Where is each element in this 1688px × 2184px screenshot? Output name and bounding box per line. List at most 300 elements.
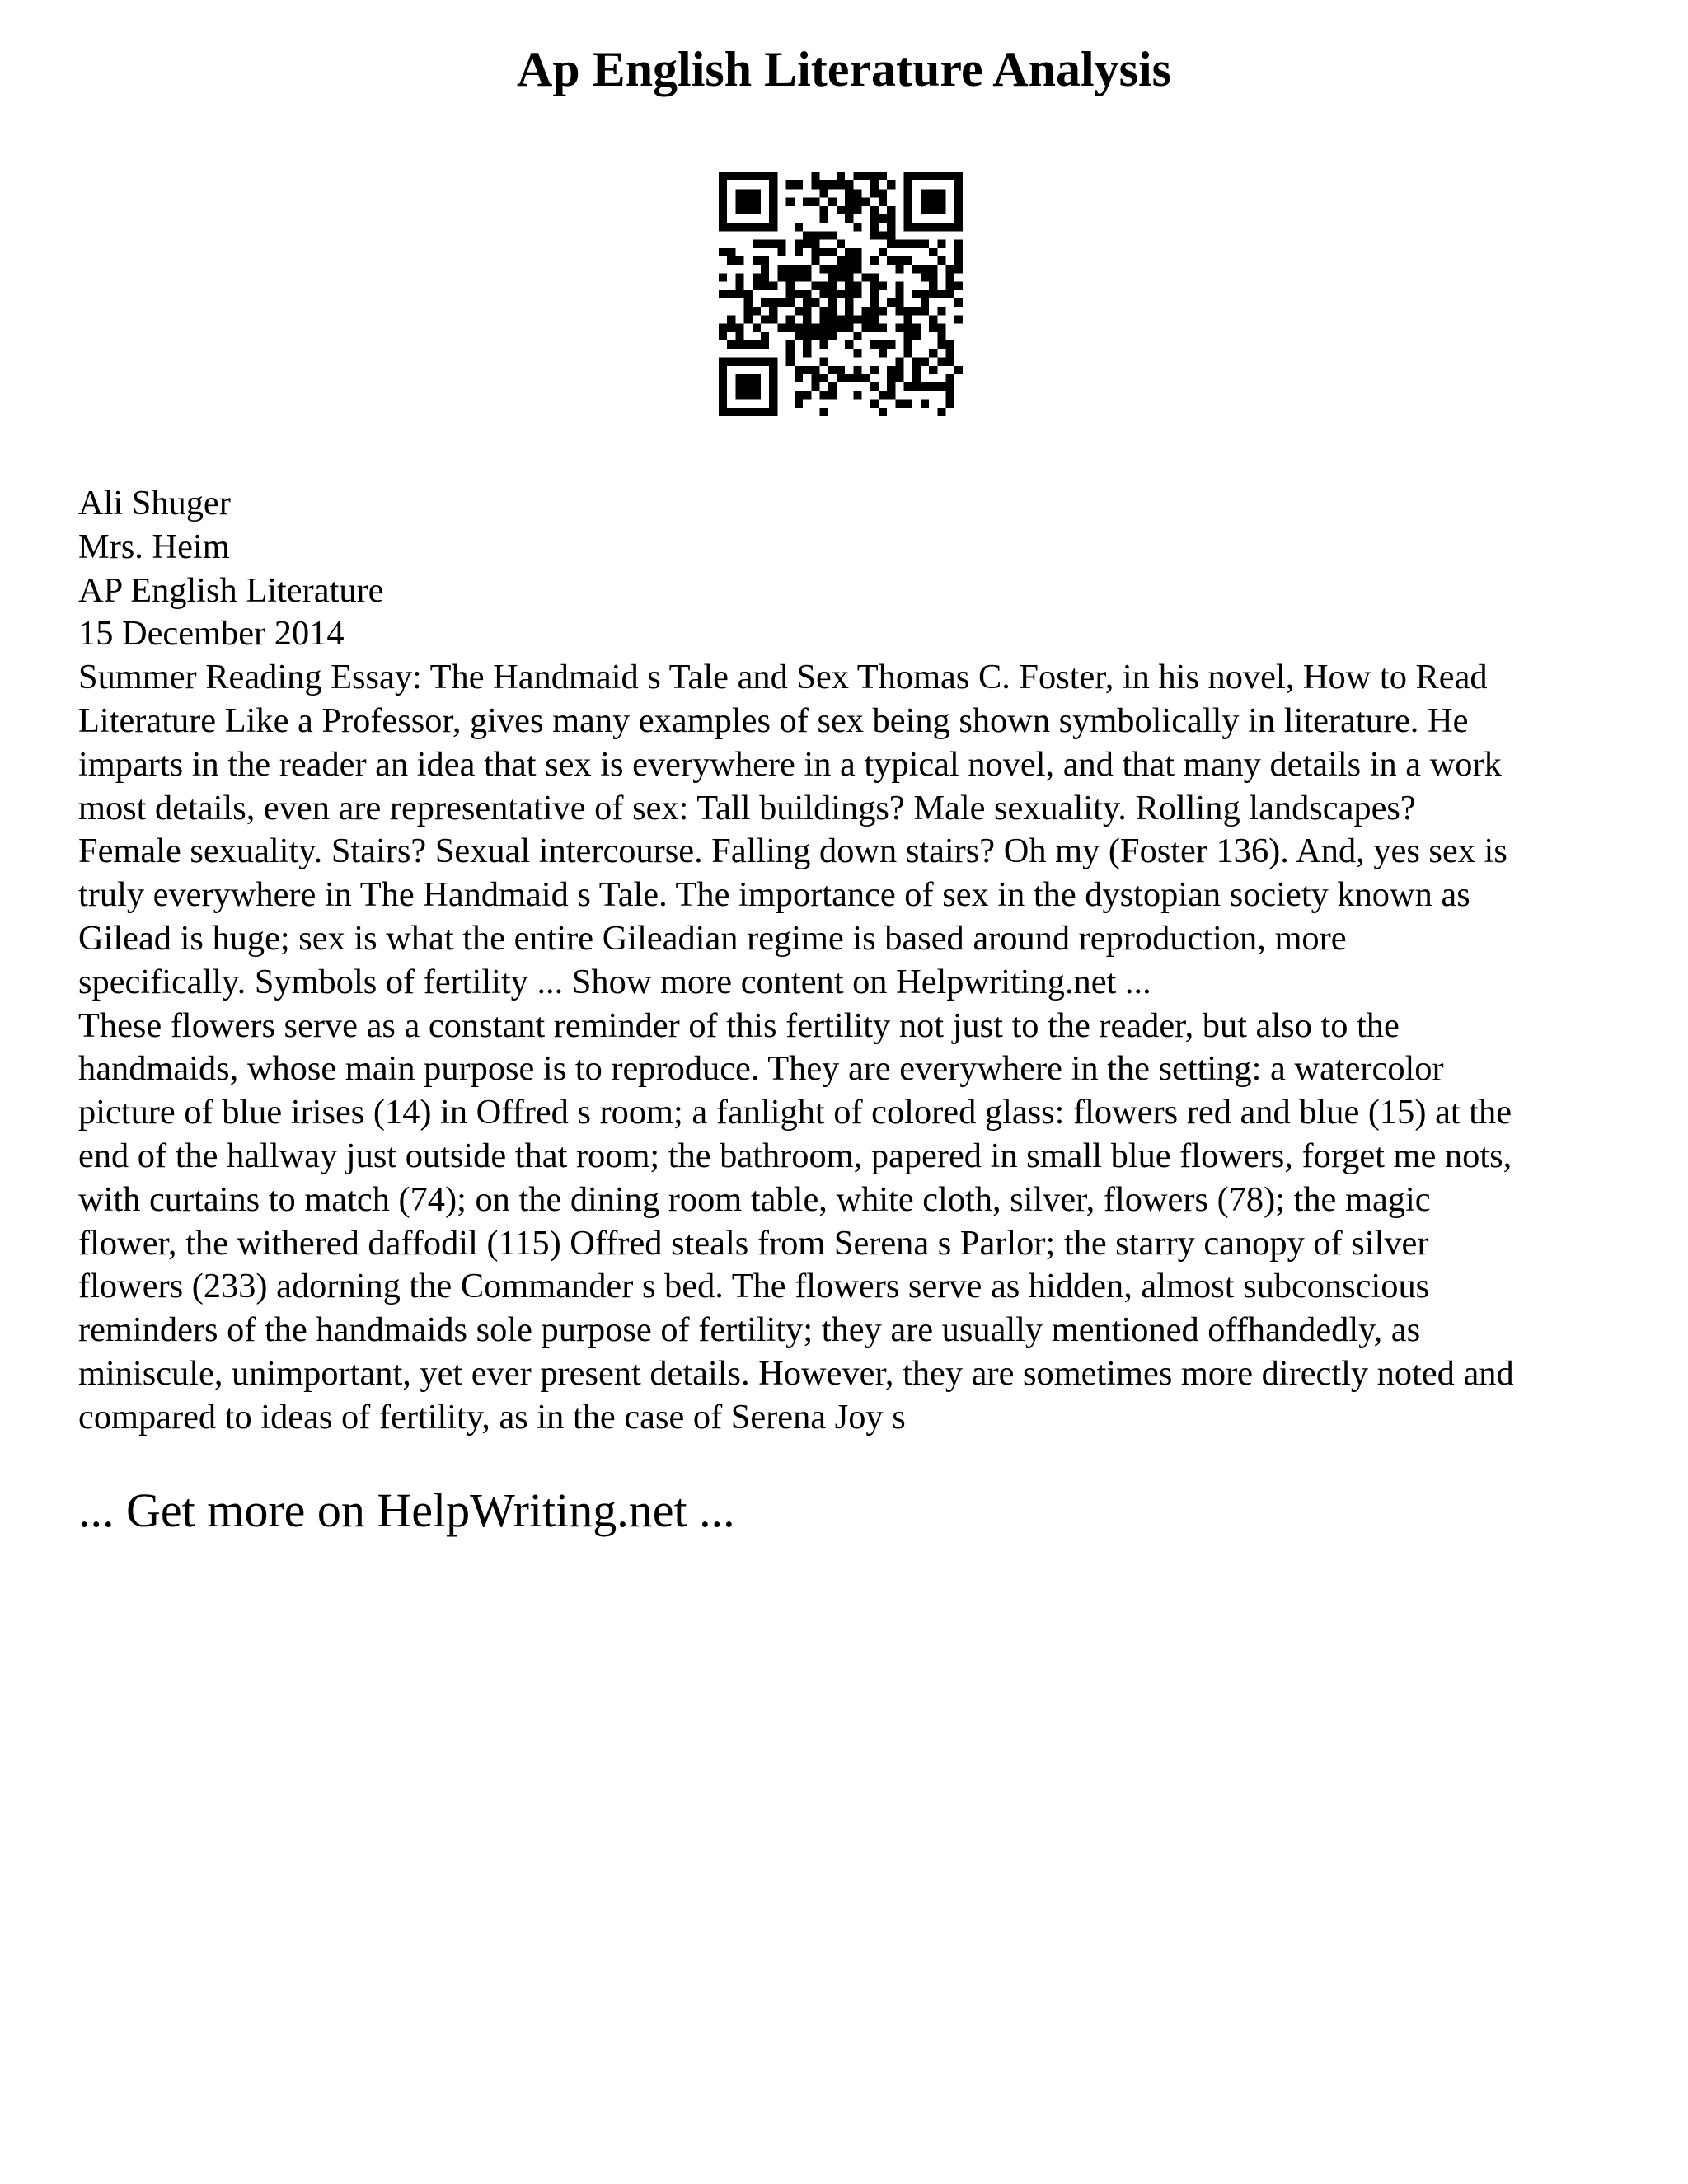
qr-module: [753, 340, 761, 349]
qr-module: [744, 408, 753, 416]
qr-module: [870, 223, 879, 231]
qr-module: [912, 358, 921, 366]
qr-module: [811, 248, 819, 256]
qr-module: [870, 298, 879, 307]
qr-module: [719, 198, 727, 206]
qr-module: [786, 198, 795, 206]
qr-module: [819, 214, 828, 223]
qr-module: [795, 366, 803, 374]
qr-module: [769, 366, 777, 374]
qr-module: [853, 290, 861, 298]
qr-module: [735, 290, 743, 298]
qr-module: [719, 324, 727, 332]
qr-module: [853, 366, 861, 374]
qr-module: [946, 358, 954, 366]
qr-module: [753, 408, 761, 416]
qr-module: [803, 366, 811, 374]
qr-module: [753, 358, 761, 366]
qr-module: [912, 265, 921, 273]
qr-module: [727, 290, 735, 298]
qr-module: [828, 265, 837, 273]
qr-module: [887, 391, 895, 399]
qr-module: [937, 290, 945, 298]
qr-module: [735, 282, 743, 290]
qr-module: [719, 206, 727, 214]
qr-module: [921, 290, 929, 298]
qr-module: [946, 374, 954, 382]
qr-module: [879, 198, 887, 206]
qr-module: [828, 231, 837, 239]
qr-module: [879, 349, 887, 357]
qr-module: [853, 189, 861, 197]
get-more-link[interactable]: ... Get more on HelpWriting.net ...: [78, 1483, 735, 1537]
teacher-name: Mrs. Heim: [78, 527, 230, 566]
qr-module: [954, 214, 963, 223]
qr-module: [929, 172, 937, 180]
qr-module: [753, 282, 761, 290]
qr-module: [879, 248, 887, 256]
qr-module: [727, 324, 735, 332]
qr-module: [786, 340, 795, 349]
qr-module: [803, 273, 811, 281]
qr-module: [904, 382, 912, 391]
qr-module: [845, 214, 853, 223]
qr-module: [803, 316, 811, 324]
qr-module: [845, 248, 853, 256]
qr-module: [845, 374, 853, 382]
qr-module: [819, 316, 828, 324]
qr-module: [853, 223, 861, 231]
qr-module: [887, 382, 895, 391]
qr-module: [786, 273, 795, 281]
qr-module: [744, 198, 753, 206]
qr-module: [879, 408, 887, 416]
qr-module: [837, 256, 845, 265]
qr-module: [735, 172, 743, 180]
qr-module: [769, 223, 777, 231]
qr-module: [921, 358, 929, 366]
qr-module: [828, 316, 837, 324]
qr-module: [845, 316, 853, 324]
qr-module: [795, 240, 803, 248]
qr-module: [811, 172, 819, 180]
qr-module: [946, 349, 954, 357]
qr-module: [912, 374, 921, 382]
qr-module: [895, 265, 903, 273]
qr-module: [786, 349, 795, 357]
qr-module: [803, 324, 811, 332]
qr-module: [853, 349, 861, 357]
paragraph-2-line: with curtains to match (74); on the dining room table, white cloth, silver, flowers (78); the magic: [78, 1179, 1431, 1219]
qr-module: [879, 391, 887, 399]
qr-module: [912, 223, 921, 231]
qr-module: [937, 382, 945, 391]
qr-module: [837, 172, 845, 180]
qr-module: [879, 307, 887, 315]
qr-module: [929, 223, 937, 231]
qr-module: [761, 240, 769, 248]
qr-module: [887, 366, 895, 374]
qr-module: [904, 189, 912, 197]
qr-module: [921, 206, 929, 214]
qr-module: [921, 189, 929, 197]
qr-module: [937, 256, 945, 265]
qr-module: [735, 273, 743, 281]
qr-module: [786, 316, 795, 324]
qr-module: [954, 240, 963, 248]
qr-module: [904, 256, 912, 265]
qr-module: [954, 256, 963, 265]
qr-module: [887, 206, 895, 214]
qr-module: [819, 340, 828, 349]
qr-module: [837, 273, 845, 281]
qr-module: [937, 340, 945, 349]
qr-module: [912, 172, 921, 180]
qr-module: [819, 189, 828, 197]
qr-module: [753, 189, 761, 197]
qr-module: [795, 400, 803, 408]
qr-module: [853, 265, 861, 273]
qr-module: [819, 374, 828, 382]
qr-module: [887, 214, 895, 223]
qr-module: [862, 316, 870, 324]
qr-module: [904, 316, 912, 324]
qr-module: [828, 180, 837, 189]
qr-module: [735, 324, 743, 332]
qr-module: [887, 256, 895, 265]
qr-module: [786, 282, 795, 290]
qr-module: [921, 240, 929, 248]
qr-module: [803, 332, 811, 340]
qr-module: [870, 273, 879, 281]
paragraph-2-line: flowers (233) adorning the Commander s bed. The flowers serve as hidden, almost subconscious: [78, 1267, 1430, 1306]
qr-module: [769, 240, 777, 248]
qr-module: [954, 265, 963, 273]
qr-module: [954, 206, 963, 214]
qr-module: [744, 358, 753, 366]
qr-module: [879, 282, 887, 290]
qr-module: [895, 290, 903, 298]
qr-module: [744, 189, 753, 197]
qr-module: [921, 172, 929, 180]
qr-module: [777, 240, 785, 248]
qr-module: [811, 298, 819, 307]
qr-module: [819, 180, 828, 189]
qr-module: [735, 340, 743, 349]
qr-module: [753, 206, 761, 214]
qr-module: [719, 223, 727, 231]
qr-module: [769, 214, 777, 223]
qr-module: [761, 332, 769, 340]
qr-module: [777, 324, 785, 332]
qr-module: [870, 400, 879, 408]
qr-module: [870, 206, 879, 214]
qr-module: [904, 400, 912, 408]
qr-module: [769, 206, 777, 214]
paragraph-2-line: handmaids, whose main purpose is to reproduce. They are everywhere in the setting: a watercolor: [78, 1049, 1444, 1089]
qr-module: [937, 198, 945, 206]
qr-module: [744, 307, 753, 315]
document-title: Ap English Literature Analysis: [516, 42, 1172, 96]
qr-module: [769, 400, 777, 408]
qr-module: [879, 172, 887, 180]
qr-module: [862, 374, 870, 382]
qr-module: [744, 391, 753, 399]
qr-module: [803, 231, 811, 239]
qr-module: [870, 340, 879, 349]
qr-module: [795, 265, 803, 273]
qr-module: [887, 180, 895, 189]
qr-module: [769, 282, 777, 290]
qr-module: [929, 189, 937, 197]
qr-module: [929, 248, 937, 256]
qr-module: [795, 324, 803, 332]
qr-module: [895, 324, 903, 332]
qr-module: [845, 256, 853, 265]
paragraph-2-line: end of the hallway just outside that room; the bathroom, papered in small blue flowers, forget me nots,: [78, 1136, 1512, 1175]
qr-module: [819, 358, 828, 366]
course-name: AP English Literature: [78, 570, 384, 610]
qr-module: [828, 248, 837, 256]
qr-module: [862, 198, 870, 206]
qr-module: [828, 290, 837, 298]
qr-module: [879, 189, 887, 197]
qr-module: [912, 366, 921, 374]
qr-module: [895, 298, 903, 307]
paragraph-1-line: Female sexuality. Stairs? Sexual intercourse. Falling down stairs? Oh my (Foster 136). And, yes sex is: [78, 832, 1507, 871]
qr-module: [811, 198, 819, 206]
qr-module: [786, 180, 795, 189]
qr-module: [753, 273, 761, 281]
qr-module: [845, 206, 853, 214]
qr-module: [904, 324, 912, 332]
qr-module: [819, 307, 828, 315]
qr-module: [929, 324, 937, 332]
qr-module: [719, 214, 727, 223]
qr-module: [879, 214, 887, 223]
qr-module: [819, 332, 828, 340]
qr-module: [929, 198, 937, 206]
qr-module: [946, 340, 954, 349]
qr-module: [719, 172, 727, 180]
qr-module: [727, 358, 735, 366]
qr-module: [753, 391, 761, 399]
qr-module: [862, 324, 870, 332]
qr-module: [870, 316, 879, 324]
qr-module: [828, 324, 837, 332]
qr-module: [828, 307, 837, 315]
qr-module: [937, 324, 945, 332]
qr-module: [761, 358, 769, 366]
qr-module: [769, 382, 777, 391]
qr-module: [895, 366, 903, 374]
qr-module: [769, 391, 777, 399]
qr-module: [761, 256, 769, 265]
qr-module: [887, 298, 895, 307]
qr-module: [879, 340, 887, 349]
qr-module: [811, 366, 819, 374]
qr-module: [735, 206, 743, 214]
qr-module: [870, 290, 879, 298]
qr-module: [954, 180, 963, 189]
qr-module: [954, 198, 963, 206]
qr-module: [895, 400, 903, 408]
qr-module: [819, 248, 828, 256]
qr-module: [719, 366, 727, 374]
qr-module: [744, 298, 753, 307]
qr-module: [937, 206, 945, 214]
qr-module: [761, 316, 769, 324]
paragraph-1-line: most details, even are representative of sex: Tall buildings? Male sexuality. Rolling landscapes?: [78, 788, 1416, 827]
qr-module: [828, 332, 837, 340]
qr-module: [954, 282, 963, 290]
qr-module: [811, 180, 819, 189]
qr-module: [887, 240, 895, 248]
qr-module: [753, 374, 761, 382]
qr-module: [937, 189, 945, 197]
qr-module: [795, 307, 803, 315]
qr-module: [921, 382, 929, 391]
qr-module: [811, 256, 819, 265]
qr-module: [744, 374, 753, 382]
qr-module: [845, 298, 853, 307]
qr-module: [837, 240, 845, 248]
qr-module: [786, 358, 795, 366]
qr-module: [946, 223, 954, 231]
qr-module: [862, 307, 870, 315]
qr-module: [769, 358, 777, 366]
qr-module: [853, 206, 861, 214]
qr-module: [803, 298, 811, 307]
qr-module: [735, 358, 743, 366]
qr-module: [870, 256, 879, 265]
qr-module: [929, 316, 937, 324]
qr-module: [727, 408, 735, 416]
qr-module: [727, 256, 735, 265]
qr-module: [870, 180, 879, 189]
qr-module: [946, 382, 954, 391]
qr-module: [879, 231, 887, 239]
qr-module: [937, 358, 945, 366]
qr-module: [795, 332, 803, 340]
qr-module: [853, 316, 861, 324]
qr-module: [904, 307, 912, 315]
qr-module: [904, 349, 912, 357]
qr-module: [904, 180, 912, 189]
qr-module: [744, 223, 753, 231]
qr-module: [828, 366, 837, 374]
qr-module: [786, 290, 795, 298]
qr-module: [853, 248, 861, 256]
qr-module: [904, 198, 912, 206]
qr-module: [828, 198, 837, 206]
qr-module: [727, 316, 735, 324]
qr-module: [837, 265, 845, 273]
qr-module: [727, 172, 735, 180]
qr-module: [753, 256, 761, 265]
qr-module: [753, 324, 761, 332]
qr-module: [937, 408, 945, 416]
qr-module: [870, 324, 879, 332]
qr-module: [929, 366, 937, 374]
qr-module: [845, 290, 853, 298]
qr-module: [819, 206, 828, 214]
qr-module: [837, 366, 845, 374]
qr-module: [912, 240, 921, 248]
qr-module: [769, 189, 777, 197]
qr-module: [719, 273, 727, 281]
qr-module: [819, 265, 828, 273]
qr-module: [853, 198, 861, 206]
qr-module: [937, 172, 945, 180]
qr-module: [744, 206, 753, 214]
qr-module: [803, 265, 811, 273]
qr-module: [753, 382, 761, 391]
qr-module: [862, 273, 870, 281]
qr-module: [761, 408, 769, 416]
qr-module: [853, 256, 861, 265]
qr-module: [921, 198, 929, 206]
paragraph-1-line: Summer Reading Essay: The Handmaid s Tale and Sex Thomas C. Foster, in his novel, How to Read: [78, 658, 1488, 697]
qr-module: [946, 400, 954, 408]
qr-module: [929, 382, 937, 391]
essay-body: [78, 482, 1628, 1440]
qr-module: [895, 240, 903, 248]
qr-module: [719, 374, 727, 382]
qr-module: [912, 307, 921, 315]
qr-module: [761, 265, 769, 273]
qr-module: [795, 223, 803, 231]
qr-module: [719, 248, 727, 256]
paragraph-1-line: specifically. Symbols of fertility ... Show more content on Helpwriting.net ...: [78, 962, 1151, 1001]
qr-module: [921, 400, 929, 408]
qr-module: [853, 391, 861, 399]
qr-module: [753, 240, 761, 248]
qr-module: [887, 374, 895, 382]
paragraph-1-line: truly everywhere in The Handmaid s Tale. The importance of sex in the dystopian society known as: [78, 875, 1470, 915]
qr-module: [819, 290, 828, 298]
qr-module: [744, 382, 753, 391]
qr-module: [795, 391, 803, 399]
qr-module: [828, 282, 837, 290]
qr-module: [845, 273, 853, 281]
qr-module: [828, 382, 837, 391]
qr-module: [828, 273, 837, 281]
qr-module: [853, 282, 861, 290]
qr-code-icon: [719, 172, 963, 416]
qr-module: [777, 248, 785, 256]
qr-module: [803, 349, 811, 357]
qr-module: [929, 206, 937, 214]
qr-module: [937, 223, 945, 231]
paragraph-2-line: These flowers serve as a constant reminder of this fertility not just to the reader, but also to the: [78, 1005, 1400, 1045]
qr-module: [837, 316, 845, 324]
qr-module: [946, 282, 954, 290]
qr-module: [786, 265, 795, 273]
qr-module: [828, 391, 837, 399]
qr-module: [719, 400, 727, 408]
qr-module: [937, 332, 945, 340]
qr-module: [811, 382, 819, 391]
qr-module: [769, 172, 777, 180]
qr-module: [921, 265, 929, 273]
qr-module: [845, 307, 853, 315]
qr-module: [870, 366, 879, 374]
qr-module: [735, 391, 743, 399]
qr-module: [845, 198, 853, 206]
qr-module: [895, 256, 903, 265]
qr-module: [954, 172, 963, 180]
